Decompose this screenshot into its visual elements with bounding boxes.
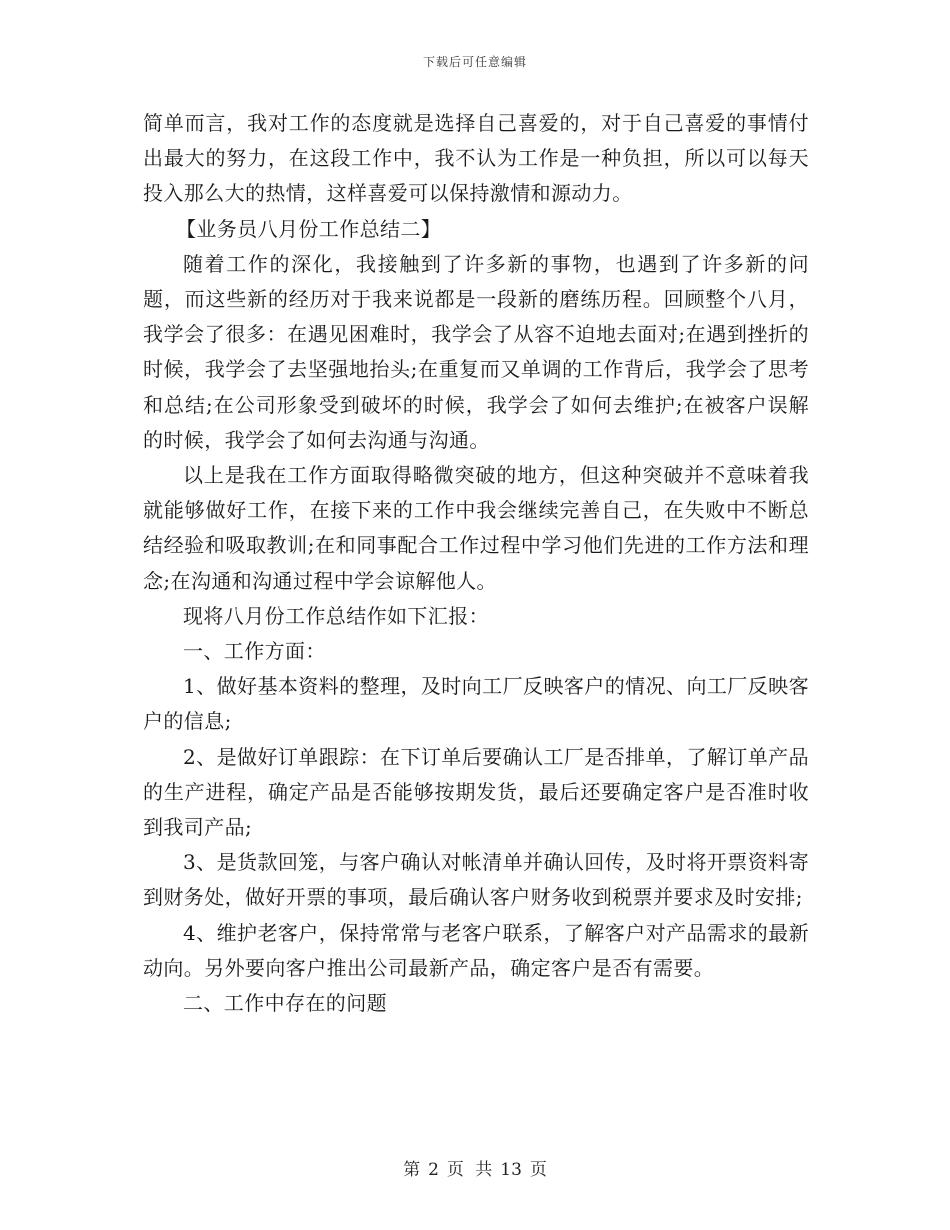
section-heading: 【业务员八月份工作总结二】 xyxy=(176,216,442,241)
list-item: 3、是货款回笼，与客户确认对帐清单并确认回传，及时将开票资料寄到财务处，做好开票的事项，最后确认客户财务收到税票并要求及时安排; xyxy=(143,850,809,910)
paragraph: 简单而言，我对工作的态度就是选择自己喜爱的，对于自己喜爱的事情付出最大的努力，在这段工作中，我不认为工作是一种负担，所以可以每天投入那么大的热情，这样喜爱可以保持激情和源动力。 xyxy=(143,111,809,206)
paragraph: 以上是我在工作方面取得略微突破的地方，但这种突破并不意味着我就能够做好工作，在接下来的工作中我会继续完善自己，在失败中不断总结经验和吸取教训;在和同事配合工作过程中学习他们先进的工作方法和理念;在沟通和沟通过程中学会谅解他人。 xyxy=(143,463,809,593)
footer-prefix: 第 xyxy=(403,1160,421,1180)
subsection-heading: 二、工作中存在的问题 xyxy=(183,991,387,1016)
list-item: 1、做好基本资料的整理，及时向工厂反映客户的情况、向工厂反映客户的信息; xyxy=(143,674,809,734)
footer-page-number: 2 xyxy=(428,1160,439,1180)
page-header-note: 下载后可任意编辑 xyxy=(422,55,527,69)
list-item: 2、是做好订单跟踪：在下订单后要确认工厂是否排单，了解订单产品的生产进程，确定产品是否能够按期发货，最后还要确定客户是否准时收到我司产品; xyxy=(143,744,809,840)
document-body xyxy=(143,106,809,1021)
footer-middle: 页 共 xyxy=(446,1160,493,1180)
footer-total-pages: 13 xyxy=(500,1160,522,1180)
subsection-heading: 一、工作方面： xyxy=(183,639,326,664)
footer-suffix: 页 xyxy=(529,1160,547,1180)
page-footer xyxy=(0,1155,950,1180)
paragraph: 随着工作的深化，我接触到了许多新的事物，也遇到了许多新的问题，而这些新的经历对于我来说都是一段新的磨练历程。回顾整个八月，我学会了很多：在遇见困难时，我学会了从容不迫地去面对;在遇到挫折的时候，我学会了去坚强地抬头;在重复而又单调的工作背后，我学会了思考和总结;在公司形象受到破坏的时候，我学会了如何去维护;在被客户误解的时候，我学会了如何去沟通与沟通。 xyxy=(143,251,809,452)
paragraph: 现将八月份工作总结作如下汇报： xyxy=(183,603,489,628)
list-item: 4、维护老客户，保持常常与老客户联系，了解客户对产品需求的最新动向。另外要向客户推出公司最新产品，确定客户是否有需要。 xyxy=(143,920,809,980)
